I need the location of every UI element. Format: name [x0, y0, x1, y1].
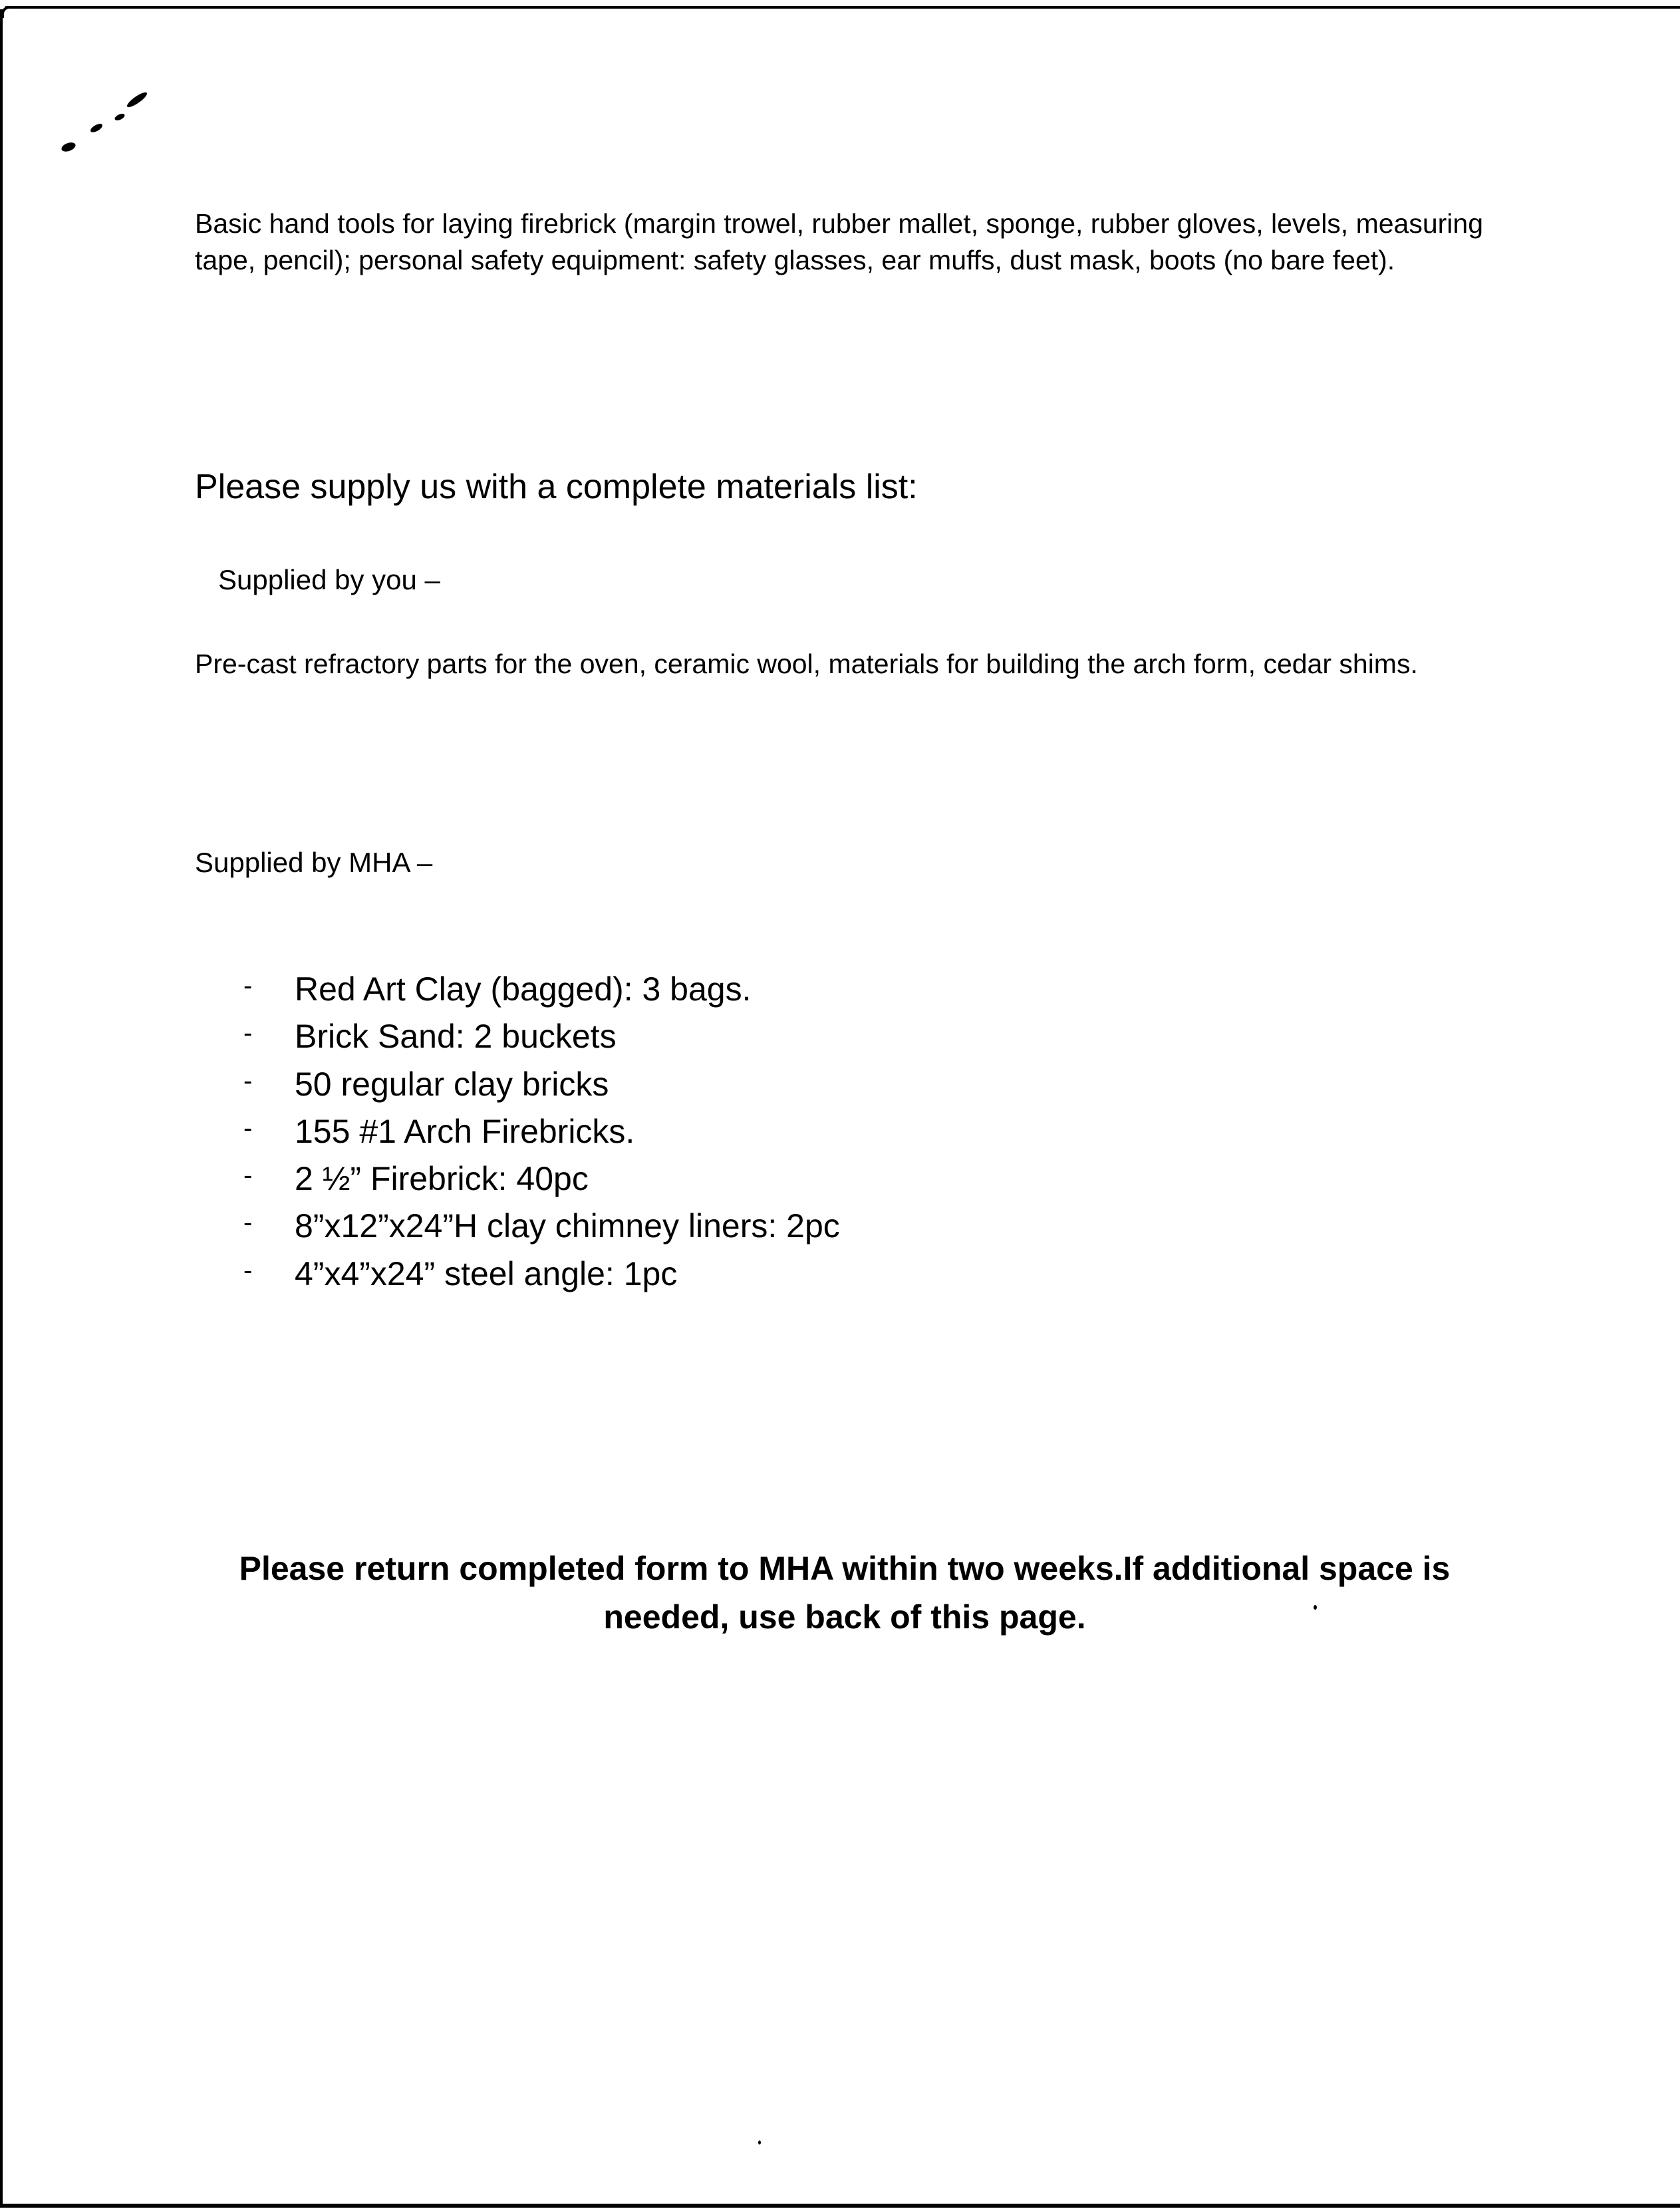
dash-bullet: - [243, 971, 253, 1000]
supplied-by-you-text: Pre-cast refractory parts for the oven, ceramic wool, materials for building the arch form, cedar shims. [195, 649, 1418, 679]
dash-bullet: - [243, 1066, 253, 1096]
materials-list-heading: Please supply us with a complete materials list: [195, 468, 918, 506]
list-item-label: 8”x12”x24”H clay chimney liners: 2pc [295, 1207, 840, 1245]
list-item-label: 50 regular clay bricks [295, 1065, 609, 1103]
tools-paragraph: Basic hand tools for laying firebrick (margin trowel, rubber mallet, sponge, rubber gloves, levels, measuring tape, pencil); personal safety equipment: safety glasses, ear muffs, dust mask, boots (no bare feet). [195, 208, 1484, 275]
scan-smudge [125, 90, 148, 110]
list-item-label: 155 #1 Arch Firebricks. [295, 1112, 635, 1150]
dash-bullet: - [243, 1208, 253, 1238]
page-border-top [5, 6, 1680, 9]
list-item [0, 1017, 1064, 1064]
mha-materials-list [0, 970, 1064, 1302]
supplied-by-mha-label: Supplied by MHA – [195, 847, 433, 878]
dash-bullet: - [243, 1018, 253, 1048]
list-item-label: 4”x4”x24” steel angle: 1pc [295, 1254, 678, 1292]
page-border-bottom [0, 2204, 1680, 2208]
list-item-label: Brick Sand: 2 buckets [295, 1018, 617, 1056]
dash-bullet: - [243, 1161, 253, 1191]
list-item-label: 2 ½” Firebrick: 40pc [295, 1160, 589, 1198]
supplied-by-you-label: Supplied by you – [218, 564, 440, 595]
list-item [0, 1112, 1064, 1159]
list-item [0, 1065, 1064, 1112]
list-item [0, 1159, 1064, 1207]
page-corner-curl [1, 6, 13, 18]
scan-smudge [61, 141, 77, 154]
scan-smudge [89, 122, 104, 134]
scan-smudge [114, 112, 126, 122]
list-item [0, 970, 1064, 1017]
list-item [0, 1254, 1064, 1302]
scan-smudge [758, 2140, 761, 2144]
dash-bullet: - [243, 1255, 253, 1285]
dash-bullet: - [243, 1113, 253, 1143]
list-item-label: Red Art Clay (bagged): 3 bags. [295, 970, 752, 1008]
return-form-notice-line1: Please return completed form to MHA within two weeks.If additional space is [239, 1550, 1451, 1587]
list-item [0, 1207, 1064, 1254]
return-form-notice [200, 1545, 1490, 1642]
return-form-notice-line2: needed, use back of this page. [603, 1598, 1086, 1636]
